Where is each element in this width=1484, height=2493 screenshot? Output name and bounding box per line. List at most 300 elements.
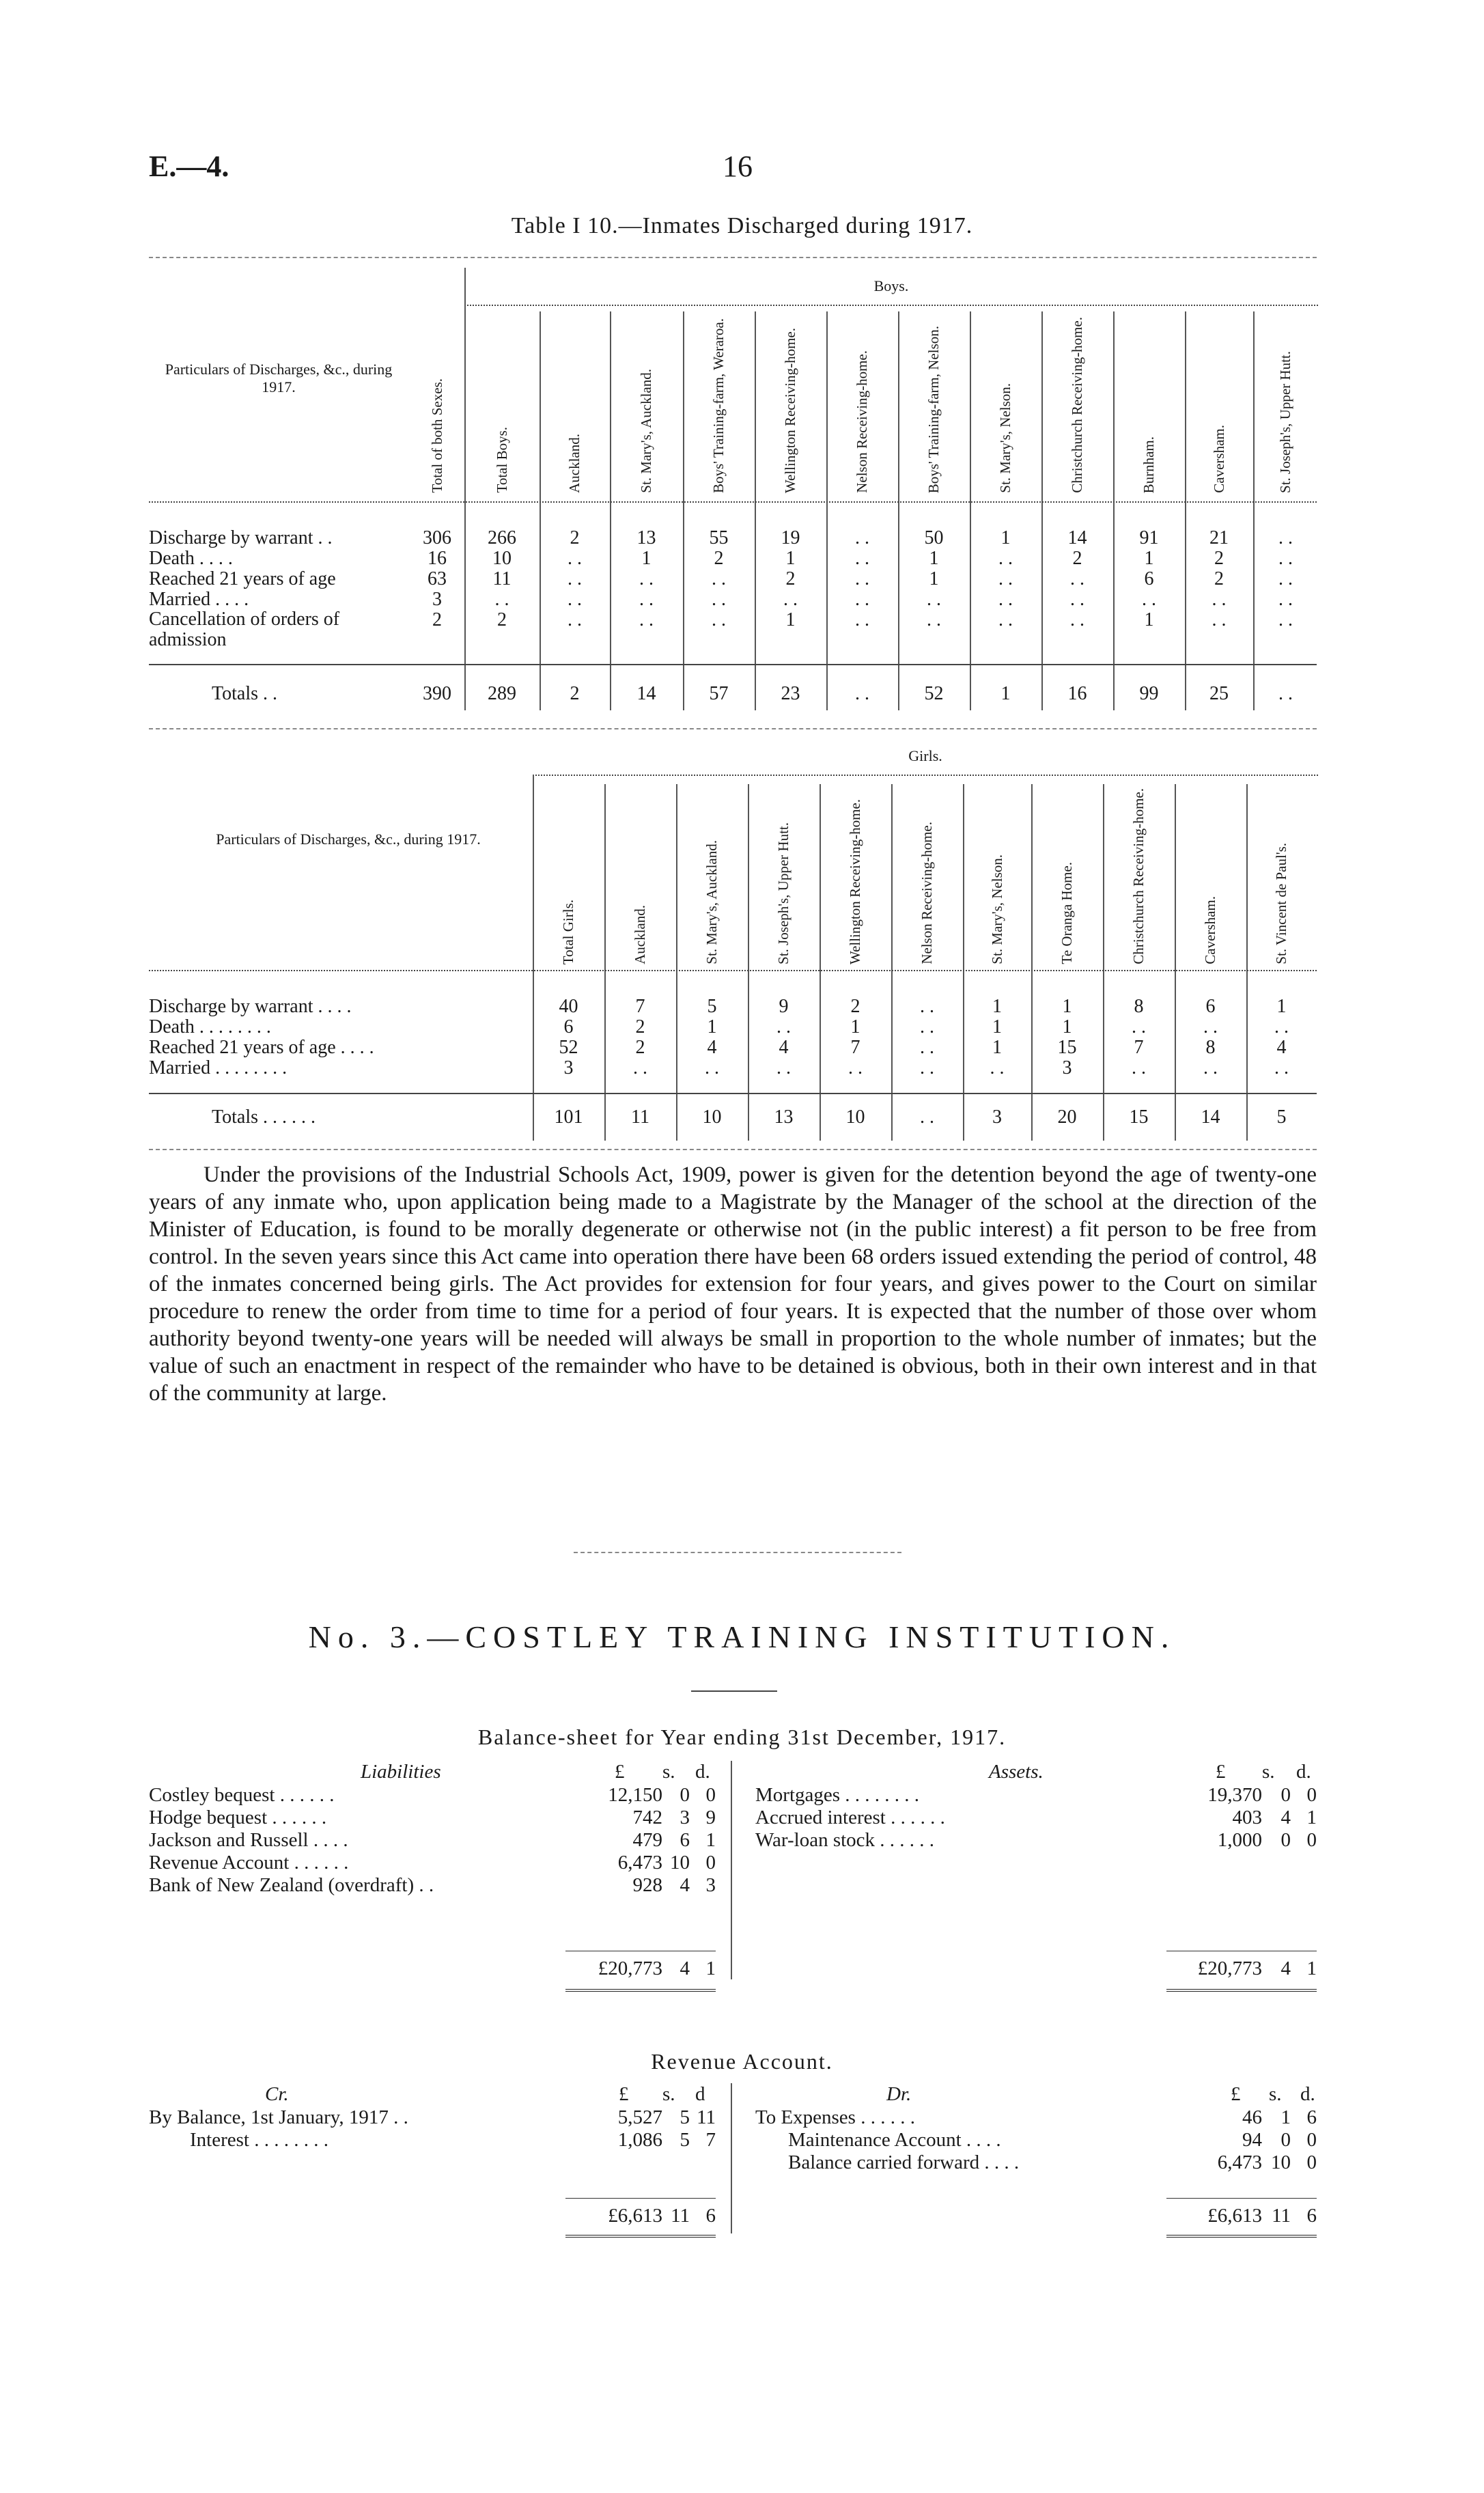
table1-row-label: Reached 21 years of age — [149, 568, 336, 589]
table1-cell: . . — [712, 568, 726, 589]
table1-cell: 1 — [785, 548, 796, 569]
table2-row-label: Death . . . . . . . . — [149, 1016, 271, 1037]
ledger-label: Jackson and Russell . . . . — [149, 1829, 348, 1851]
table1-cell: 306 — [423, 527, 451, 548]
table2-total-cell: 11 — [631, 1106, 649, 1128]
table1-cell: 2 — [1214, 548, 1224, 569]
table2-col-rule — [676, 784, 677, 1141]
table1-cell: . . — [1278, 609, 1293, 630]
body-paragraph: Under the provisions of the Industrial Schools Act, 1909, power is given for the detention beyond the age of twenty-one years of any inmate who, upon application being made to a Magistrate by the Manager of the school at the direction of the Minister of Education, is found to be morally degenerate or otherwise not (in the public interest) a fit person to be free from control. In the seven years since this Act came into operation there have been 68 orders issued extending the period of control, 48 of the inmates concerned being girls. The Act provides for extension for four years, and gives power to the Court on similar procedure to renew the order from time to time for a period of four years. It is expected that the number of those over whom authority beyond twenty-one years will be needed will always be small in proportion to the whole number of inmates; but the value of such an enactment in respect of the remainder who have to be detained is obvious, both in their own interest and in that of the community at large. — [149, 1162, 1317, 1406]
table1-cell: 91 — [1139, 527, 1159, 548]
table1-col-header — [683, 311, 755, 493]
table2-cell: 4 — [1276, 1037, 1287, 1058]
table2-cell: 2 — [635, 1037, 645, 1058]
table1-total-cell: 25 — [1209, 683, 1229, 704]
cr-total-rule — [565, 2198, 716, 2199]
table2-cell: 1 — [1276, 996, 1287, 1017]
table1-col-header-text: St. Mary's, Nelson. — [997, 383, 1014, 493]
table2-cell: . . — [633, 1057, 647, 1078]
total-pence: 1 — [1306, 1958, 1317, 1979]
table1-col-header — [826, 311, 898, 493]
total-pence: 6 — [705, 2205, 716, 2227]
table2-col-header — [891, 784, 963, 964]
table1-cell: 1 — [1144, 609, 1154, 630]
table1-col-rule — [755, 311, 756, 710]
table2-row-label: Discharge by warrant . . . . — [149, 996, 352, 1017]
table2-col-rule — [1175, 784, 1176, 1141]
table1-cell: . . — [568, 548, 582, 569]
table1-col-header-text: St. Joseph's, Upper Hutt. — [1277, 351, 1294, 493]
ledger-label: By Balance, 1st January, 1917 . . — [149, 2106, 408, 2128]
table2-totals-rule — [149, 1093, 1317, 1094]
table1-totals-rule — [149, 664, 1317, 665]
ledger-pounds: 46 — [1242, 2106, 1262, 2128]
table1-col-header-text: Nelson Receiving-home. — [854, 350, 871, 493]
table1-cell: 63 — [428, 568, 447, 589]
table1-col-rule — [1113, 311, 1115, 710]
table2-totals-label: Totals . . . . . . — [212, 1106, 316, 1128]
assets-heading: Assets. — [989, 1761, 1044, 1783]
ledger-shillings: 0 — [1280, 2129, 1291, 2151]
table2-cell: . . — [920, 996, 934, 1017]
table1-cell: . . — [639, 589, 654, 610]
table2-col-header — [1103, 784, 1175, 964]
section-underline — [691, 1690, 777, 1692]
ledger-pounds: 12,150 — [608, 1784, 662, 1806]
table1-col-rule — [683, 311, 684, 710]
table1-cell: . . — [855, 548, 869, 569]
table2-cell: 9 — [779, 996, 789, 1017]
table1-col-rule — [540, 311, 541, 710]
table2-cell: . . — [990, 1057, 1005, 1078]
table1-col-rule — [464, 268, 466, 710]
revenue-account — [149, 2083, 1317, 2254]
table1-col-header — [610, 311, 683, 493]
table2-col-header — [533, 784, 604, 964]
total-pounds: £20,773 — [598, 1958, 662, 1979]
table1-col-header-text: Caversham. — [1210, 425, 1227, 493]
table1-col-header — [1041, 311, 1113, 493]
ledger-pounds: 6,473 — [617, 1852, 662, 1874]
table1-total-cell: 52 — [924, 683, 944, 704]
ledger-pounds: 19,370 — [1207, 1784, 1262, 1806]
ledger-shillings: 4 — [680, 1874, 690, 1896]
ledger-shillings: 0 — [1280, 1829, 1291, 1851]
table1-row-label: Death . . . . — [149, 548, 233, 569]
total-shillings: 11 — [1272, 2205, 1291, 2227]
table1-col-header-text: Total of both Sexes. — [428, 378, 445, 493]
table1-cell: 50 — [924, 527, 944, 548]
table1-total-cell: 289 — [488, 683, 516, 704]
table2-total-cell: 10 — [702, 1106, 722, 1128]
table2-cell: . . — [920, 1057, 934, 1078]
table2-row-label: Reached 21 years of age . . . . — [149, 1037, 374, 1058]
ledger-label: Interest . . . . . . . . — [190, 2129, 328, 2151]
table1-cell: . . — [1212, 589, 1227, 610]
assets-shilling-head: s. — [1262, 1761, 1275, 1783]
total-pence: 6 — [1306, 2205, 1317, 2227]
table1-col-header-text: St. Mary's, Auckland. — [638, 369, 655, 493]
table1-col-header — [1253, 311, 1318, 493]
ledger-shillings: 10 — [670, 1852, 690, 1874]
table2-cell: . . — [1203, 1057, 1218, 1078]
table2-col-header-text: Te Oranga Home. — [1059, 862, 1076, 964]
ledger-pounds: 742 — [632, 1807, 662, 1828]
table2-total-cell: 101 — [554, 1106, 583, 1128]
assets-pound-head: £ — [1216, 1761, 1226, 1783]
table1-cell: . . — [568, 609, 582, 630]
table2-total-cell: 10 — [845, 1106, 865, 1128]
assets-pence-head: d. — [1296, 1761, 1311, 1783]
ledger-shillings: 10 — [1271, 2151, 1291, 2173]
dr-pence-head: d. — [1300, 2083, 1315, 2105]
table2-cell: . . — [776, 1016, 791, 1037]
ledger-label: War-loan stock . . . . . . — [755, 1829, 935, 1851]
table2-col-header — [1246, 784, 1317, 964]
table2-cell: . . — [920, 1037, 934, 1058]
ledger-shillings: 3 — [680, 1807, 690, 1828]
table1-cell: . . — [998, 548, 1013, 569]
table2-bottom-rule — [149, 1149, 1317, 1150]
ledger-label: To Expenses . . . . . . — [755, 2106, 915, 2128]
table2-corner-label: Particulars of Discharges, &c., during 1917. — [216, 831, 481, 848]
table1-col-rule — [610, 311, 611, 710]
table1-cell: . . — [568, 589, 582, 610]
table2-col-rule — [820, 784, 821, 1141]
table2-col-header-text: St. Mary's, Nelson. — [988, 854, 1005, 964]
ledger-pence: 3 — [705, 1874, 716, 1896]
ledger-label: Accrued interest . . . . . . — [755, 1807, 945, 1828]
ledger-label: Bank of New Zealand (overdraft) . . — [149, 1874, 434, 1896]
table2-cell: 52 — [559, 1037, 578, 1058]
ledger-shillings: 5 — [680, 2129, 690, 2151]
table1-cell: 14 — [1067, 527, 1087, 548]
ledger-label: Costley bequest . . . . . . — [149, 1784, 335, 1806]
table1-cell: 266 — [488, 527, 516, 548]
table1-total-cell: 16 — [1067, 683, 1087, 704]
ledger-pounds: 94 — [1242, 2129, 1262, 2151]
ledger-pence: 0 — [1306, 2151, 1317, 2173]
ledger-pence: 0 — [705, 1784, 716, 1806]
ledger-label: Revenue Account . . . . . . — [149, 1852, 349, 1874]
table1-cell: 1 — [1000, 527, 1011, 548]
table1-col-header — [755, 311, 826, 493]
ledger-pounds: 5,527 — [617, 2106, 662, 2128]
table1-cell: . . — [783, 589, 798, 610]
table2-cell: 7 — [1134, 1037, 1144, 1058]
table2-col-rule — [891, 784, 893, 1141]
table2-cell: 2 — [635, 1016, 645, 1037]
ledger-pence: 7 — [705, 2129, 716, 2151]
table2-col-header-text: St. Mary's, Auckland. — [703, 840, 720, 964]
table1-cell: . . — [639, 609, 654, 630]
table2-cell: 6 — [563, 1016, 574, 1037]
table1-col-rule — [898, 311, 899, 710]
table1-cell: 2 — [1214, 568, 1224, 589]
liab-total-double-rule — [565, 1989, 716, 1992]
table1-total-cell: 99 — [1139, 683, 1159, 704]
cr-shilling-head: s. — [662, 2083, 675, 2105]
table2-cell: 4 — [707, 1037, 717, 1058]
total-shillings: 4 — [680, 1958, 690, 1979]
table1-cell: . . — [855, 527, 869, 548]
table2-cell: 3 — [1062, 1057, 1072, 1078]
table1-col-header — [1113, 311, 1185, 493]
table2-total-cell: 3 — [992, 1106, 1002, 1128]
table2-cell: 1 — [992, 1016, 1002, 1037]
ledger-shillings: 6 — [680, 1829, 690, 1851]
table1-cell: 2 — [570, 527, 580, 548]
table1-cell: . . — [1278, 548, 1293, 569]
table2-cell: 2 — [850, 996, 860, 1017]
liab-pence-head: d. — [695, 1761, 710, 1783]
section-divider — [574, 1552, 901, 1553]
table2-col-header — [604, 784, 676, 964]
table1-col-header-text: Auckland. — [566, 434, 583, 493]
ledger-pence: 0 — [1306, 2129, 1317, 2151]
total-shillings: 11 — [671, 2205, 690, 2227]
table1-total-cell: 1 — [1000, 683, 1011, 704]
table2-cell: 4 — [779, 1037, 789, 1058]
total-pence: 1 — [705, 1958, 716, 1979]
table1-col-header-text: Boys' Training-farm, Nelson. — [925, 325, 942, 493]
total-pounds: £6,613 — [1207, 2205, 1262, 2227]
ledger-shillings: 0 — [680, 1784, 690, 1806]
table1-cell: . . — [998, 609, 1013, 630]
table2-cell: 1 — [1062, 996, 1072, 1017]
table1-cell: . . — [927, 589, 941, 610]
table1-col-header — [898, 311, 970, 493]
table2-group-label: Girls. — [908, 747, 942, 764]
table2-total-cell: 20 — [1057, 1106, 1077, 1128]
table2-cell: 1 — [992, 996, 1002, 1017]
table1-cell: . . — [1070, 589, 1084, 610]
table1-col-rule — [1041, 311, 1043, 710]
ledger-label: Balance carried forward . . . . — [788, 2151, 1020, 2173]
table1-bottom-rule — [149, 728, 1317, 729]
table1-cell: . . — [855, 609, 869, 630]
table1-cell: . . — [998, 589, 1013, 610]
revenue-title: Revenue Account. — [651, 2049, 833, 2074]
table2-cell: . . — [1274, 1057, 1289, 1078]
total-shillings: 4 — [1280, 1958, 1291, 1979]
table1-cell: . . — [568, 568, 582, 589]
table1-cell: 10 — [492, 548, 512, 569]
table2-total-cell: 5 — [1276, 1106, 1287, 1128]
debit-heading: Dr. — [886, 2083, 912, 2105]
table2-col-rule — [748, 784, 749, 1141]
table1-col-header — [540, 311, 610, 493]
table2-cell: . . — [1132, 1016, 1146, 1037]
table2-cell: 1 — [1062, 1016, 1072, 1037]
table1-cell: 2 — [432, 609, 442, 630]
table1-cell: . . — [1278, 568, 1293, 589]
ledger-pence: 11 — [697, 2106, 716, 2128]
table1-cell: 1 — [1144, 548, 1154, 569]
dr-total-double-rule — [1166, 2235, 1317, 2238]
ledger-label: Mortgages . . . . . . . . — [755, 1784, 920, 1806]
table2-cell: . . — [920, 1016, 934, 1037]
table1-cell: 3 — [432, 589, 442, 610]
table2-total-cell: 13 — [774, 1106, 794, 1128]
table1-cell: 1 — [785, 609, 796, 630]
table2-col-header — [748, 784, 820, 964]
table1-cell: . . — [1070, 568, 1084, 589]
table2-col-header-text: Caversham. — [1202, 896, 1219, 964]
table1-cell: 19 — [781, 527, 800, 548]
table2-cell: 3 — [563, 1057, 574, 1078]
table1-cell: . . — [927, 609, 941, 630]
table2-col-rule — [1031, 784, 1033, 1141]
table2-col-rule — [963, 784, 964, 1141]
report-reference: E.—4. — [149, 150, 229, 183]
table1-total-cell: 2 — [570, 683, 580, 704]
table1-cell: . . — [1278, 589, 1293, 610]
ledger-label: Maintenance Account . . . . — [788, 2129, 1001, 2151]
ledger-shillings: 4 — [1280, 1807, 1291, 1828]
table1-total-cell: 57 — [709, 683, 729, 704]
page-number: 16 — [723, 150, 753, 183]
table1-total-cell: 390 — [423, 683, 451, 704]
table1-header-rule — [149, 501, 1317, 503]
ledger-shillings: 0 — [1280, 1784, 1291, 1806]
table1-col-rule — [970, 311, 971, 710]
table1-cell: 1 — [641, 548, 652, 569]
cr-total-double-rule — [565, 2235, 716, 2238]
liab-shilling-head: s. — [662, 1761, 675, 1783]
ledger-pence: 0 — [705, 1852, 716, 1874]
table-title: Table I 10.—Inmates Discharged during 1917. — [511, 213, 973, 238]
table2-cell: 8 — [1205, 1037, 1216, 1058]
table1-cell: 16 — [428, 548, 447, 569]
table1-total-cell: 23 — [781, 683, 800, 704]
table1-cell: . . — [855, 589, 869, 610]
table2-cell: . . — [1132, 1057, 1146, 1078]
ledger-shillings: 1 — [1280, 2106, 1291, 2128]
balance-sheet-title: Balance-sheet for Year ending 31st December, 1917. — [477, 1725, 1007, 1749]
table1-cell: 2 — [714, 548, 724, 569]
table1-top-rule — [149, 257, 1317, 258]
table2-col-header-text: St. Joseph's, Upper Hutt. — [775, 822, 792, 964]
ledger-pounds: 1,000 — [1217, 1829, 1262, 1851]
table1-col-header — [410, 268, 464, 493]
table1-cell: . . — [1278, 527, 1293, 548]
table2-cell: 7 — [850, 1037, 860, 1058]
table1-cell: . . — [1212, 609, 1227, 630]
table2-col-rule — [1246, 784, 1248, 1141]
table1-cell: 55 — [709, 527, 729, 548]
table1-total-cell: . . — [1278, 683, 1293, 704]
table2-col-header-text: Total Girls. — [560, 899, 577, 964]
table2-cell: . . — [776, 1057, 791, 1078]
ledger-pence: 0 — [1306, 1784, 1317, 1806]
table1-cell: 6 — [1144, 568, 1154, 589]
table2-cell: . . — [705, 1057, 719, 1078]
table1-group-label: Boys. — [873, 277, 909, 294]
table1-total-cell: 14 — [636, 683, 656, 704]
ledger-pounds: 479 — [632, 1829, 662, 1851]
ledger-pounds: 1,086 — [617, 2129, 662, 2151]
assets-total-double-rule — [1166, 1989, 1317, 1992]
table2-row-label: Married . . . . . . . . — [149, 1057, 288, 1078]
table1-col-rule — [1185, 311, 1186, 710]
table2-cell: . . — [1203, 1016, 1218, 1037]
table2-col-header-text: Christchurch Receiving-home. — [1130, 788, 1147, 964]
table1-col-rule — [1253, 311, 1255, 710]
table2-cell: 1 — [992, 1037, 1002, 1058]
table1-col-header-text: Burnham. — [1140, 436, 1158, 493]
credit-heading: Cr. — [265, 2083, 289, 2105]
table2-col-header — [820, 784, 891, 964]
cr-pound-head: £ — [619, 2083, 629, 2105]
table2-cell: 40 — [559, 996, 578, 1017]
table2-cell: 1 — [850, 1016, 860, 1037]
table1-row-label: Discharge by warrant . . — [149, 527, 333, 548]
table2-cell: 6 — [1205, 996, 1216, 1017]
table1-cell: . . — [1070, 609, 1084, 630]
table2-cell: . . — [1274, 1016, 1289, 1037]
table1-cell: 2 — [785, 568, 796, 589]
table1-col-header-text: Boys' Training-farm, Weraroa. — [710, 318, 727, 493]
ledger-label: Hodge bequest . . . . . . — [149, 1807, 327, 1828]
revenue-center-rule — [731, 2083, 732, 2233]
ledger-pence: 0 — [1306, 1829, 1317, 1851]
total-pounds: £20,773 — [1197, 1958, 1262, 1979]
table1-col-header — [1185, 311, 1253, 493]
table2-col-header — [676, 784, 748, 964]
ledger-pence: 6 — [1306, 2106, 1317, 2128]
ledger-pence: 9 — [705, 1807, 716, 1828]
table1-cell: 2 — [497, 609, 507, 630]
ledger-pounds: 6,473 — [1217, 2151, 1262, 2173]
table2-col-header — [1031, 784, 1103, 964]
table2-col-rule — [533, 775, 534, 1141]
table2-col-header — [963, 784, 1031, 964]
table1-row-label: Married . . . . — [149, 589, 249, 610]
table1-col-header — [464, 311, 540, 493]
table2-cell: 8 — [1134, 996, 1144, 1017]
table1-cell: 21 — [1209, 527, 1229, 548]
table1-row-label: Cancellation of orders of admission — [149, 609, 340, 650]
table1-col-rule — [826, 311, 828, 710]
ledger-pence: 1 — [705, 1829, 716, 1851]
table1-cell: . . — [639, 568, 654, 589]
table1-cell: 1 — [929, 568, 939, 589]
table1-cell: . . — [494, 589, 509, 610]
ledger-pounds: 403 — [1232, 1807, 1262, 1828]
table1-cell: 1 — [929, 548, 939, 569]
table2-cell: 1 — [707, 1016, 717, 1037]
table1-cell: . . — [1142, 589, 1156, 610]
ledger-shillings: 5 — [680, 2106, 690, 2128]
table1-cell: . . — [712, 589, 726, 610]
table1-cell: . . — [998, 568, 1013, 589]
table2-col-rule — [604, 784, 606, 1141]
table2-cell: . . — [848, 1057, 863, 1078]
table1-corner-label: Particulars of Discharges, &c., during 1917. — [165, 361, 393, 395]
total-pounds: £6,613 — [608, 2205, 662, 2227]
table2-col-header-text: Wellington Receiving-home. — [847, 798, 864, 964]
liabilities-heading: Liabilities — [361, 1761, 441, 1783]
liab-pound-head: £ — [615, 1761, 625, 1783]
table2-col-rule — [1103, 784, 1104, 1141]
table2-total-cell: 14 — [1201, 1106, 1220, 1128]
section-title: No. 3.—COSTLEY TRAINING INSTITUTION. — [308, 1619, 1176, 1654]
table1-cell: . . — [855, 568, 869, 589]
dr-pound-head: £ — [1231, 2083, 1241, 2105]
table1-cell: 2 — [1072, 548, 1082, 569]
table2-cell: 15 — [1057, 1037, 1077, 1058]
